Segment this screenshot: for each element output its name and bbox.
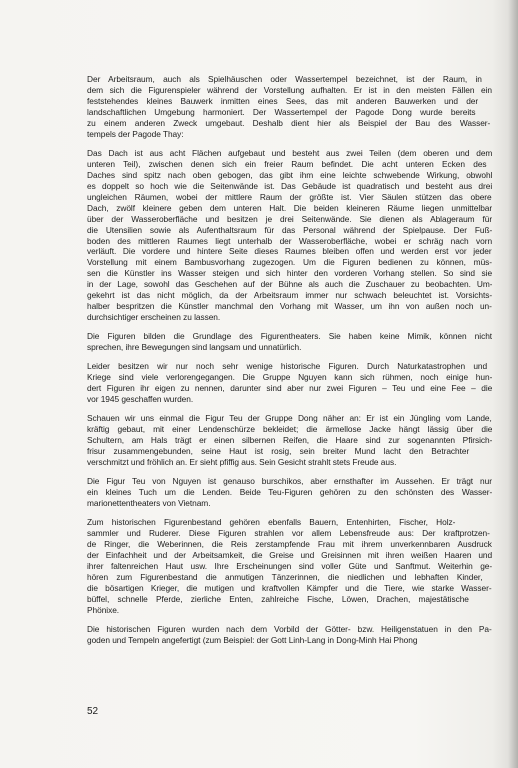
text-line: Dach, zwölf kleinere geben dem unteren Halt. Die beiden kleineren Räume liegen unmittelbar [87, 202, 492, 213]
text-line: durchsichtiger erscheinen zu lassen. [87, 312, 221, 323]
text-line: Leider besitzen wir nur noch sehr wenige historische Figuren. Durch Naturkatastrophen und [87, 361, 488, 372]
text-line: ein kleines Tuch um die Lenden. Beide Teu-Figuren gehören zu den schönsten des Wasser- [87, 487, 492, 498]
text-line: Daches sind spitz nach oben gebogen, das gibt ihm eine leichte schwebende Wirkung, obwohl [87, 169, 492, 180]
text-line: Die Figuren bilden die Grundlage des Figurentheaters. Sie haben keine Mimik, können nicht [87, 331, 492, 342]
text-line: der Einfachheit und der Arbeitsamkeit, die Greise und Greisinnen mit ihren weißen Haaren und [87, 550, 492, 561]
text-line: tempels der Pagode Thay: [87, 128, 184, 139]
page-edge-shadow [508, 0, 518, 768]
paragraph [87, 517, 492, 616]
text-line: goden und Tempeln angefertigt (zum Beispiel: der Gott Linh-Lang in Dong-Minh Hai Phong [87, 635, 418, 646]
text-line: Die Figur Teu von Nguyen ist genauso burschikos, aber ernsthafter im Aussehen. Er trägt nur [87, 476, 492, 487]
text-line: Die historischen Figuren wurden nach dem Vorbild der Götter- bzw. Heiligenstatuen in den Pa- [87, 624, 492, 635]
paragraph [87, 361, 492, 405]
paragraph [87, 476, 492, 509]
text-line: Der Arbeitsraum, auch als Spielhäuschen oder Wassertempel bezeichnet, ist der Raum, in [87, 74, 482, 84]
text-line: ihrer faltenreichen Haut usw. Ihre Erscheinungen sind voller Güte und Sanftmut. Weiterhin ge- [87, 561, 492, 572]
text-line: zu einem anderen Zweck umgebaut. Deshalb dient hier als Beispiel der Bau des Wasser- [87, 117, 491, 128]
text-line: unteren Teil), zwischen denen sich ein freier Raum befindet. Die acht unteren Ecken des [87, 158, 487, 169]
text-line: büffel, schnelle Pferde, zierliche Enten, zahlreiche Fische, Löwen, Drachen, majestätische [87, 594, 469, 605]
text-line: in der Lage, sowohl das Geschehen auf der Bühne als auch die Zuschauer zu beobachten. Um- [87, 279, 492, 290]
text-line: sammler und Ruderer. Diese Figuren strahlen vor allem Lebensfreude aus: Der kraftprotzen- [87, 528, 490, 539]
text-line: frisur zusammengebunden, seine Haut ist rosig, sein breiter Mund lacht den Betrachter [87, 446, 470, 457]
text-line: vor 1945 geschaffen wurden. [87, 394, 194, 405]
text-line: de Ringer, die Weberinnen, die Reis zerstampfende Frau mit ihrem unverkennbaren Ausdruck [87, 539, 492, 550]
text-line: es doppelt so hoch wie die Seitenwände ist. Das Gebäude ist quadratisch und besteht aus drei [87, 180, 492, 191]
text-line: Das Dach ist aus acht Flächen aufgebaut und besteht aus zwei Teilen (dem oberen und dem [87, 147, 492, 158]
text-line: Kriege sind viele verlorengegangen. Die Gruppe Nguyen kann sich rühmen, noch einige hun- [87, 372, 492, 383]
text-line: gekehrt ist das nicht möglich, da der Arbeitsraum immer nur schwach beleuchtet ist. Vorsichts- [87, 290, 492, 301]
text-line: ungleichen Räumen, wobei der mittlere Raum der größte ist. Vier Säulen stützen das obere [87, 191, 492, 202]
text-line: sen die Künstler ins Wasser steigen und sich hinter den vorderen Vorhang stellen. So sind sie [87, 268, 492, 279]
text-line: verläuft. Die vordere und hintere Seite dieses Raumes bleiben offen und werden erst vor jeder [87, 246, 492, 257]
page-number: 52 [87, 706, 99, 717]
text-line: halber bespritzen die Künstler manchmal den Vorhang mit Wasser, um ihn von außen noch un- [87, 301, 492, 312]
text-line: Schultern, am Hals trägt er einen silbernen Reifen, die Haare sind zur sogenannten Pfirsich- [87, 435, 492, 446]
text-line: hören zum Figurenbestand die anmutigen Tänzerinnen, die niedlichen und lebhaften Kinder, [87, 572, 483, 583]
text-line: feststehendes kleines Bauwerk inmitten eines Sees, das mit anderen Bauwerken und der [87, 95, 479, 106]
body-text [87, 74, 492, 654]
text-line: landschaftlichen Umgebung harmoniert. Der Wassertempel der Pagode Dong wurde bereits [87, 106, 476, 117]
paragraph [87, 148, 492, 323]
text-line: kräftig gebaut, mit einer Lendenschürze bekleidet; die ärmellose Jacke hängt lässig über die [87, 424, 492, 435]
paragraph [87, 413, 492, 468]
text-line: Schauen wir uns einmal die Figur Teu der Gruppe Dong näher an: Er ist ein Jüngling vom Lande, [87, 413, 492, 424]
text-line: boden des mittleren Raumes liegt unterhalb der Wasseroberfläche, wobei er schräg nach vorn [87, 235, 492, 246]
text-line: die bösartigen Krieger, die mutigen und kraftvollen Kämpfer und die Tiere, wie starke Wasser- [87, 583, 492, 594]
text-line: Vorstellung mit einem Bambusvorhang zugezogen. Um die Figuren bedienen zu können, müs- [87, 257, 492, 268]
text-line: Zum historischen Figurenbestand gehören ebenfalls Bauern, Entenhirten, Fischer, Holz- [87, 517, 456, 528]
text-line: dem sich die Figurenspieler während der Vorstellung aufhalten. Er ist in den meisten Fällen ein [87, 84, 492, 95]
paragraph [87, 74, 492, 140]
text-line: dert Figuren ihr eigen zu nennen, darunter sind aber nur zwei Figuren – Teu und eine Fee – die [87, 383, 492, 394]
paragraph [87, 331, 492, 353]
text-line: Phönixe. [87, 605, 120, 616]
text-line: die Utensilien sowie als Aufenthaltsraum für das Personal während der Spielpause. Der Fuß- [87, 224, 492, 235]
text-line: marionettentheaters von Vietnam. [87, 498, 211, 509]
text-line: verschmitzt und fröhlich an. Er sieht pfiffig aus. Sein Gesicht strahlt stets Freude aus. [87, 457, 397, 468]
paragraph [87, 624, 492, 646]
text-line: über der Wasseroberfläche und besitzen je drei Seitenwände. Sie dienen als Ablageraum für [87, 213, 492, 224]
text-line: sprechen, ihre Bewegungen sind langsam und unnatürlich. [87, 342, 302, 353]
